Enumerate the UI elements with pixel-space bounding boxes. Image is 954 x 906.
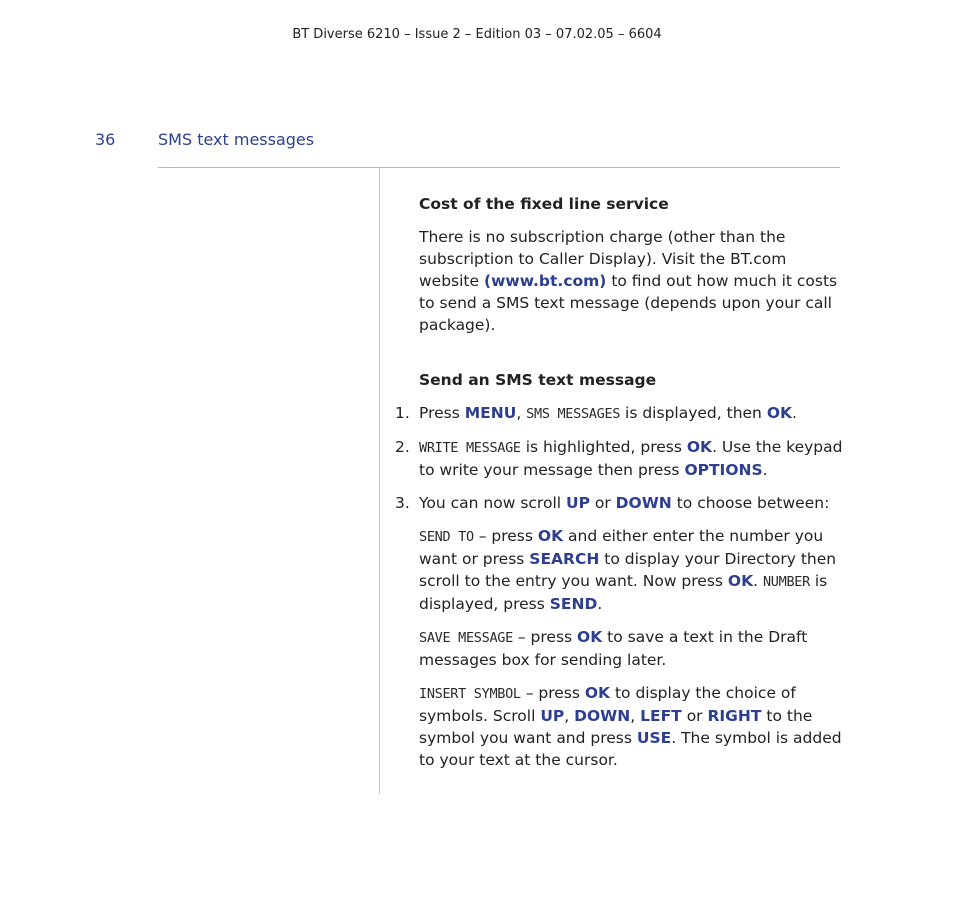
option-text: to display your Directory then scroll to the entry you want. Now press [419, 550, 837, 590]
display-text: SMS MESSAGES [526, 406, 621, 422]
step-text: to choose between: [671, 494, 830, 512]
step-text: Press [419, 404, 465, 422]
option-text: to save a text in the Draft messages box for sending later. [419, 628, 808, 669]
step-2 [395, 436, 843, 481]
cost-heading: Cost of the fixed line service [419, 195, 669, 213]
step-text: . [762, 461, 768, 479]
step-1 [395, 402, 843, 425]
step-number: 1. [395, 404, 410, 422]
option-text: to the symbol you want and press [419, 707, 813, 747]
display-text: SEND TO [419, 529, 474, 545]
option-text: to display the choice of symbols. Scroll [419, 684, 796, 725]
display-text: WRITE MESSAGE [419, 440, 521, 456]
vertical-divider [379, 168, 380, 794]
option-text: , [564, 707, 575, 725]
right-key: RIGHT [707, 707, 762, 725]
step-text: . [792, 404, 797, 422]
cost-text-2: to find out how much it costs to send a SMS text message (depends upon your call package). [419, 272, 838, 334]
use-key: USE [636, 729, 672, 747]
step-text: . Use the keypad to write your message then press [419, 438, 843, 479]
page-number: 36 [95, 130, 116, 149]
ok-key: OK [537, 527, 564, 545]
cost-text-1: There is no subscription charge (other than the subscription to Caller Display). Visit the BT.com website [419, 228, 787, 290]
option-insert-symbol [419, 682, 843, 771]
step-text: is highlighted, press [520, 438, 687, 456]
step-text: or [589, 494, 616, 512]
option-text: or [681, 707, 708, 725]
ok-key: OK [766, 404, 792, 422]
main-content [395, 193, 843, 782]
document-id-header: BT Diverse 6210 – Issue 2 – Edition 03 – 07.02.05 – 6604 [292, 27, 662, 42]
ok-key: OK [727, 572, 754, 590]
ok-key: OK [686, 438, 713, 456]
option-text: – press [512, 628, 578, 646]
down-key: DOWN [615, 494, 672, 512]
step-text: You can now scroll [419, 494, 566, 512]
display-text: SAVE MESSAGE [419, 630, 513, 646]
ok-key: OK [577, 628, 603, 646]
step-number: 2. [395, 438, 410, 456]
option-text: and either enter the number you want or press [419, 527, 824, 568]
option-text: . [753, 572, 763, 590]
option-save-message [419, 626, 843, 671]
option-text: , [630, 707, 641, 725]
option-text: – press [473, 527, 538, 545]
send-key: SEND [549, 595, 598, 613]
down-key: DOWN [574, 707, 631, 725]
step-text: , [516, 404, 527, 422]
option-send-to [419, 525, 843, 615]
option-text: is displayed, press [419, 572, 828, 613]
options-key: OPTIONS [684, 461, 763, 479]
option-text: . [597, 595, 603, 613]
send-steps-list [395, 402, 843, 771]
step-text: is displayed, then [620, 404, 767, 422]
step-3-options [419, 525, 843, 771]
option-text: . The symbol is added to your text at the cursor. [419, 729, 842, 769]
step-3 [395, 492, 843, 771]
up-key: UP [540, 707, 565, 725]
horizontal-divider [158, 167, 840, 168]
option-text: – press [520, 684, 585, 702]
up-key: UP [565, 494, 590, 512]
search-key: SEARCH [529, 550, 600, 568]
menu-key: MENU [464, 404, 517, 422]
left-key: LEFT [640, 707, 682, 725]
cost-paragraph [419, 226, 843, 336]
bt-website-link[interactable]: (www.bt.com) [483, 272, 607, 290]
section-title: SMS text messages [158, 130, 315, 149]
ok-key: OK [584, 684, 611, 702]
display-text: NUMBER [762, 574, 810, 590]
display-text: INSERT SYMBOL [419, 686, 521, 702]
send-heading: Send an SMS text message [419, 371, 657, 389]
step-number: 3. [395, 494, 410, 512]
